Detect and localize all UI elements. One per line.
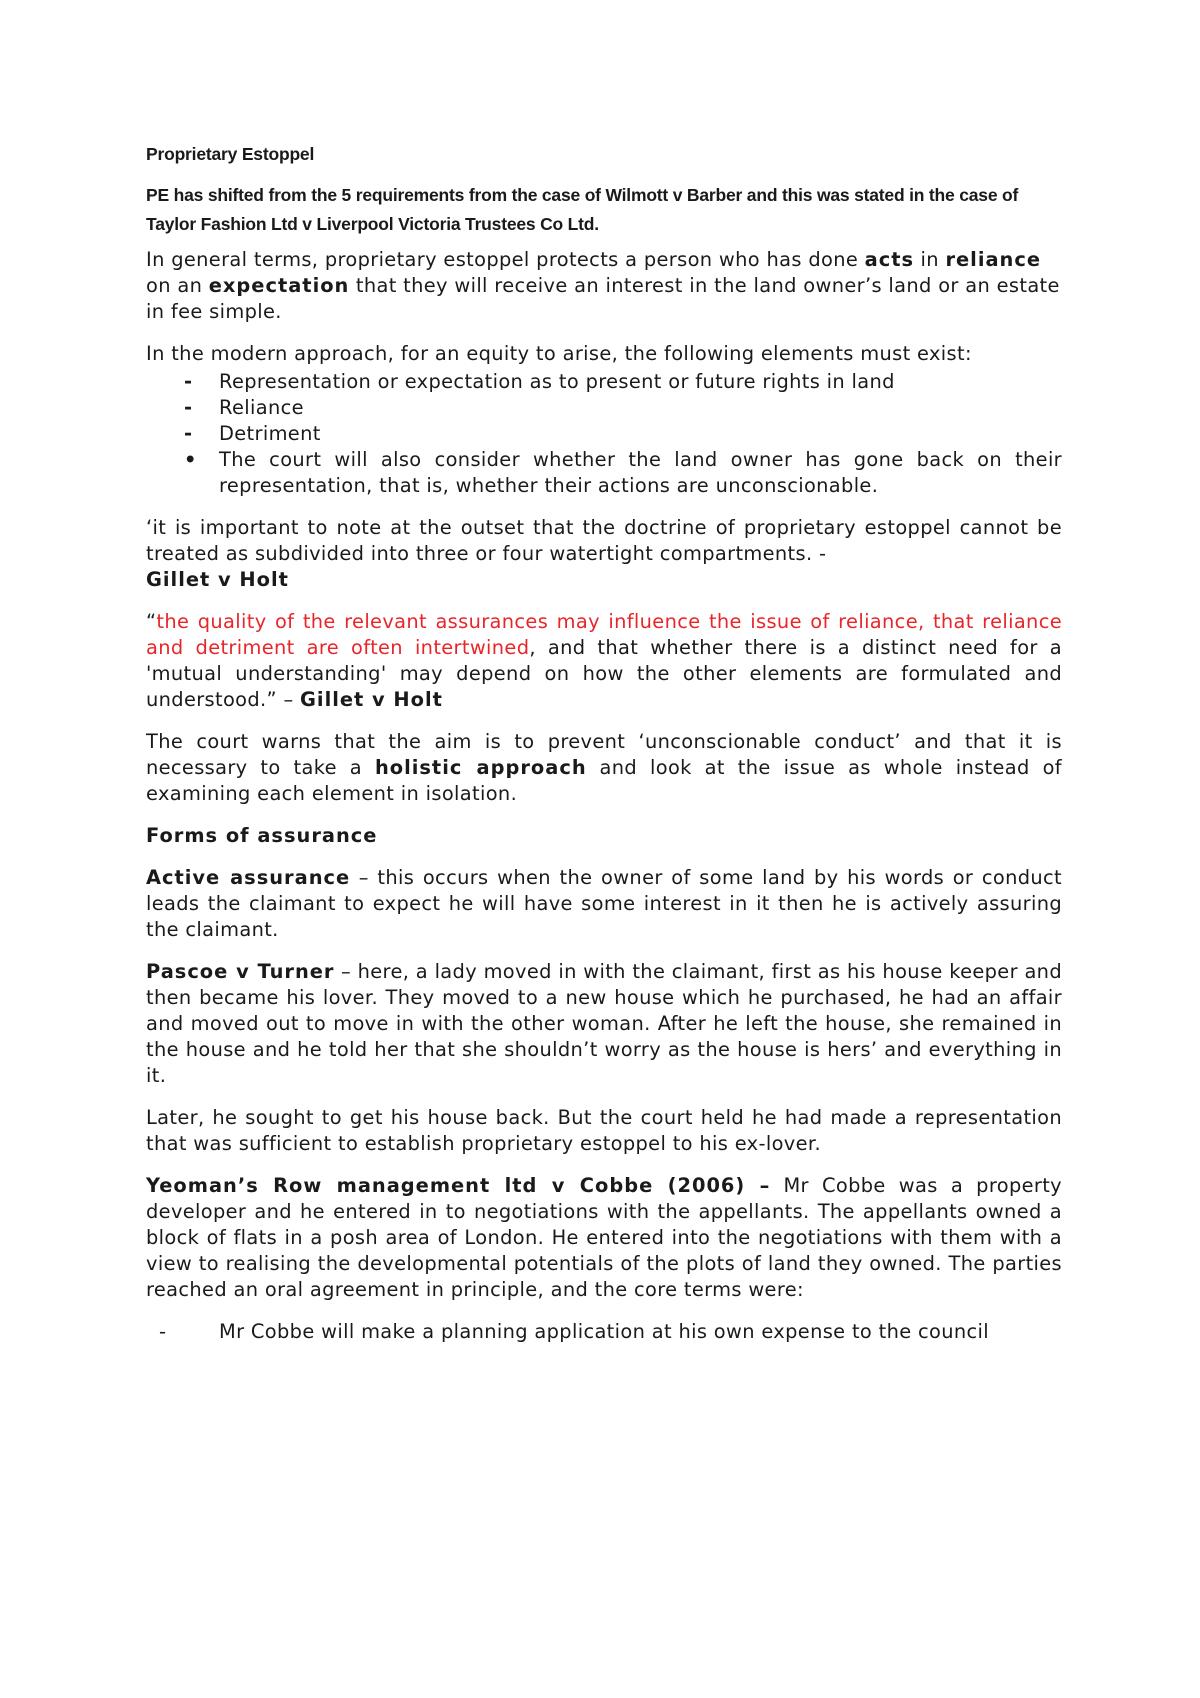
- list-item: [146, 395, 1062, 421]
- core-terms-item: [146, 1319, 1062, 1345]
- gillet-quote-2-paragraph: [146, 609, 1062, 713]
- text-run: in: [914, 248, 946, 271]
- dash-marker: -: [184, 422, 193, 445]
- text-run: The court warns that the aim is to prevent ‘unconscionable conduct’ and that it is necessary to take a: [146, 730, 1062, 779]
- list-item-text: Detriment: [219, 422, 321, 445]
- gillet-quote-paragraph: [146, 515, 1062, 593]
- document-title: Proprietary Estoppel: [146, 144, 315, 164]
- document-page: [146, 140, 1062, 1361]
- modern-approach-paragraph: In the modern approach, for an equity to arise, the following elements must exist:: [146, 342, 972, 365]
- later-paragraph: Later, he sought to get his house back. But the court held he had made a representation that was sufficient to establish proprietary estoppel to his ex-lover.: [146, 1106, 1062, 1155]
- forms-of-assurance-heading: Forms of assurance: [146, 824, 378, 847]
- intro-paragraph: PE has shifted from the 5 requirements from the case of Wilmott v Barber and this was stated in the case of Taylor Fashion Ltd v Liverpool Victoria Trustees Co Ltd.: [146, 185, 1019, 234]
- text-run: on an: [146, 274, 209, 297]
- case-citation: Gillet v Holt: [146, 568, 289, 591]
- text-run: that they will receive an interest in the land owner’s land or an estate in fee simple.: [146, 274, 1060, 323]
- holistic-paragraph: [146, 729, 1062, 807]
- bold-term-acts: acts: [864, 248, 915, 271]
- list-item-text: Representation or expectation as to present or future rights in land: [219, 370, 895, 393]
- list-item: [146, 369, 1062, 395]
- bold-term-holistic-approach: holistic approach: [374, 756, 587, 779]
- yeoman-paragraph: [146, 1173, 1062, 1303]
- list-item: [146, 421, 1062, 447]
- text-run: Mr Cobbe was a property developer and he entered in to negotiations with the appellants. The appellants owned a block of flats in a posh area of London. He entered into the negotiations with them with a view to realising the developmental potentials of the plots of land they owned. The parties reached an oral agreement in principle, and the core terms were:: [146, 1174, 1062, 1301]
- dash-marker: -: [184, 370, 193, 393]
- quote-text: , and that whether there is a distinct need for a 'mutual understanding' may depend on how the other elements are formulated and understood.” –: [146, 636, 1062, 711]
- elements-list: [146, 369, 1062, 499]
- text-run: In general terms, proprietary estoppel protects a person who has done: [146, 248, 865, 271]
- open-quote-mark: “: [146, 610, 157, 633]
- list-item: [146, 447, 1062, 499]
- case-citation: Yeoman’s Row management ltd v Cobbe (2006) –: [146, 1174, 771, 1197]
- list-item-text: Reliance: [219, 396, 304, 419]
- dash-marker: -: [159, 1320, 167, 1343]
- bold-term-reliance: reliance: [945, 248, 1041, 271]
- bullet-marker: •: [184, 448, 197, 471]
- active-assurance-paragraph: [146, 865, 1062, 943]
- highlighted-quote: the quality of the relevant assurances may influence the issue of reliance, that reliance and detriment are often intertwined: [146, 610, 1062, 659]
- pascoe-paragraph: [146, 959, 1062, 1089]
- text-run: and look at the issue as whole instead of examining each element in isolation.: [146, 756, 1062, 805]
- dash-marker: -: [184, 396, 193, 419]
- definition-paragraph: [146, 247, 1062, 325]
- text-run: – this occurs when the owner of some land by his words or conduct leads the claimant to expect he will have some interest in it then he is actively assuring the claimant.: [146, 866, 1062, 941]
- text-run: – here, a lady moved in with the claimant, first as his house keeper and then became his lover. They moved to a new house which he purchased, he had an affair and moved out to move in with the other woman. After he left the house, she remained in the house and he told her that she shouldn’t worry as the house is hers’ and everything in it.: [146, 960, 1062, 1087]
- list-item-text: Mr Cobbe will make a planning application at his own expense to the council: [219, 1320, 990, 1343]
- case-citation: Pascoe v Turner: [146, 960, 335, 983]
- bold-term-expectation: expectation: [208, 274, 350, 297]
- case-citation: Gillet v Holt: [300, 688, 443, 711]
- list-item-text: The court will also consider whether the land owner has gone back on their representation, that is, whether their actions are unconscionable.: [219, 448, 1062, 497]
- quote-text: ‘it is important to note at the outset that the doctrine of proprietary estoppel cannot be treated as subdivided into three or four watertight compartments. -: [146, 516, 1062, 565]
- term-label: Active assurance: [146, 866, 351, 889]
